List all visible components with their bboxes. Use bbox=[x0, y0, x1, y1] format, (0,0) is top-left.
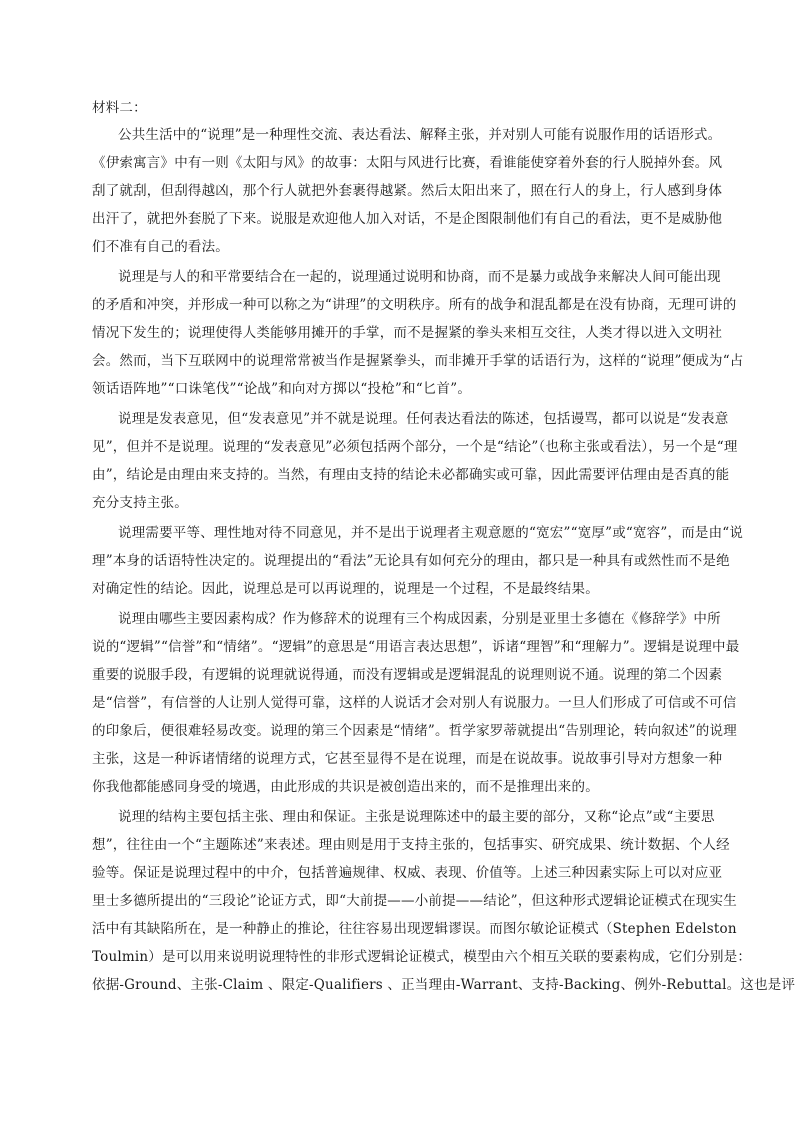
text-line: 说的“逻辑”“信誉”和“情绪”。“逻辑”的意思是“用语言表达思想”，诉诸“理智”和“理解力”。逻辑是说理中最 bbox=[92, 639, 740, 655]
text-line: 领话语阵地”“口诛笔伐”“论战”和向对方掷以“投枪”和“匕首”。 bbox=[92, 381, 472, 397]
text-line: 里士多德所提出的“三段论”论证方式，即“大前提——小前提——结论”，但这种形式逻辑论证模式在现实生 bbox=[92, 893, 737, 909]
text-line: Toulmin）是可以用来说明说理特性的非形式逻辑论证模式，模型由六个相互关联的要素构成，它们分别是： bbox=[92, 949, 752, 965]
text-line: 《伊索寓言》中有一则《太阳与风》的故事：太阳与风进行比赛，看谁能使穿着外套的行人脱掉外套。风 bbox=[92, 155, 723, 171]
text-line: 出汗了，就把外套脱了下来。说服是欢迎他人加入对话，不是企图限制他们有自己的看法，更不是威胁他 bbox=[92, 211, 723, 227]
text-line: 见”，但并不是说理。说理的“发表意见”必须包括两个部分，一个是“结论”（也称主张或看法），另一个是“理 bbox=[92, 439, 738, 455]
text-line: 对确定性的结论。因此，说理总是可以再说理的，说理是一个过程，不是最终结果。 bbox=[92, 581, 599, 597]
text-line: 说理是发表意见，但“发表意见”并不就是说理。任何表达看法的陈述，包括谩骂，都可以说是“发表意 bbox=[118, 411, 729, 427]
text-line: 说理的结构主要包括主张、理由和保证。主张是说理陈述中的最主要的部分，又称“论点”或“主要思 bbox=[118, 809, 715, 825]
text-line: 你我他都能感同身受的境遇，由此形成的共识是被创造出来的，而不是推理出来的。 bbox=[92, 779, 599, 795]
text-line: 的印象后，便很难轻易改变。说理的第三个因素是“情绪”。哲学家罗蒂就提出“告别理论，转向叙述”的说理 bbox=[92, 723, 737, 739]
text-line: 公共生活中的“说理”是一种理性交流、表达看法、解释主张，并对别人可能有说服作用的话语形式。 bbox=[118, 127, 722, 143]
text-line: 情况下发生的；说理使得人类能够用摊开的手掌，而不是握紧的拳头来相互交往，人类才得以进入文明社 bbox=[92, 325, 723, 341]
text-line: 主张，这是一种诉诸情绪的说理方式，它甚至显得不是在说理，而是在说故事。说故事引导对方想象一种 bbox=[92, 751, 723, 767]
text-line: 刮了就刮，但刮得越凶，那个行人就把外套裹得越紧。然后太阳出来了，照在行人的身上，行人感到身体 bbox=[92, 183, 723, 199]
text-line: 的矛盾和冲突，并形成一种可以称之为“讲理”的文明秩序。所有的战争和混乱都是在没有协商，无理可讲的 bbox=[92, 297, 737, 313]
text-line: 活中有其缺陷所在，是一种静止的推论，往往容易出现逻辑谬误。而图尔敏论证模式（Stephen Edelston bbox=[92, 921, 737, 937]
text-line: 说理需要平等、理性地对待不同意见，并不是出于说理者主观意愿的“宽宏”“宽厚”或“宽容”，而是由“说 bbox=[118, 525, 744, 541]
text-line: 会。然而，当下互联网中的说理常常被当作是握紧拳头，而非摊开手掌的话语行为，这样的“说理”便成为“占 bbox=[92, 353, 744, 369]
text-line: 说理是与人的和平常要结合在一起的，说理通过说明和协商，而不是暴力或战争来解决人间可能出现 bbox=[118, 269, 721, 285]
text-line: 说理由哪些主要因素构成？作为修辞术的说理有三个构成因素，分别是亚里士多德在《修辞学》中所 bbox=[118, 611, 721, 627]
section-heading: 材料二： bbox=[92, 100, 147, 116]
text-line: 理”本身的话语特性决定的。说理提出的“看法”无论具有如何充分的理由，都只是一种具有或然性而不是绝 bbox=[92, 553, 730, 569]
text-line: 由”，结论是由理由来支持的。当然，有理由支持的结论未必都确实或可靠，因此需要评估理由是否真的能 bbox=[92, 467, 730, 483]
text-line: 充分支持主张。 bbox=[92, 495, 188, 511]
text-line: 验等。保证是说理过程中的中介，包括普遍规律、权威、表现、价值等。上述三种因素实际上可以对应亚 bbox=[92, 865, 723, 881]
text-line: 依据-Ground、主张-Claim 、限定-Qualifiers 、正当理由-Warrant、支持-Backing、例外-Rebuttal。这也是评 bbox=[92, 977, 795, 993]
text-line: 是“信誉”，有信誉的人让别人觉得可靠，这样的人说话才会对别人有说服力。一旦人们形成了可信或不可信 bbox=[92, 695, 737, 711]
text-line: 想”，往往由一个“主题陈述”来表述。理由则是用于支持主张的，包括事实、研究成果、统计数据、个人经 bbox=[92, 837, 730, 853]
text-line: 重要的说服手段，有逻辑的说理就说得通，而没有逻辑或是逻辑混乱的说理则说不通。说理的第二个因素 bbox=[92, 667, 723, 683]
text-line: 们不准有自己的看法。 bbox=[92, 239, 229, 255]
